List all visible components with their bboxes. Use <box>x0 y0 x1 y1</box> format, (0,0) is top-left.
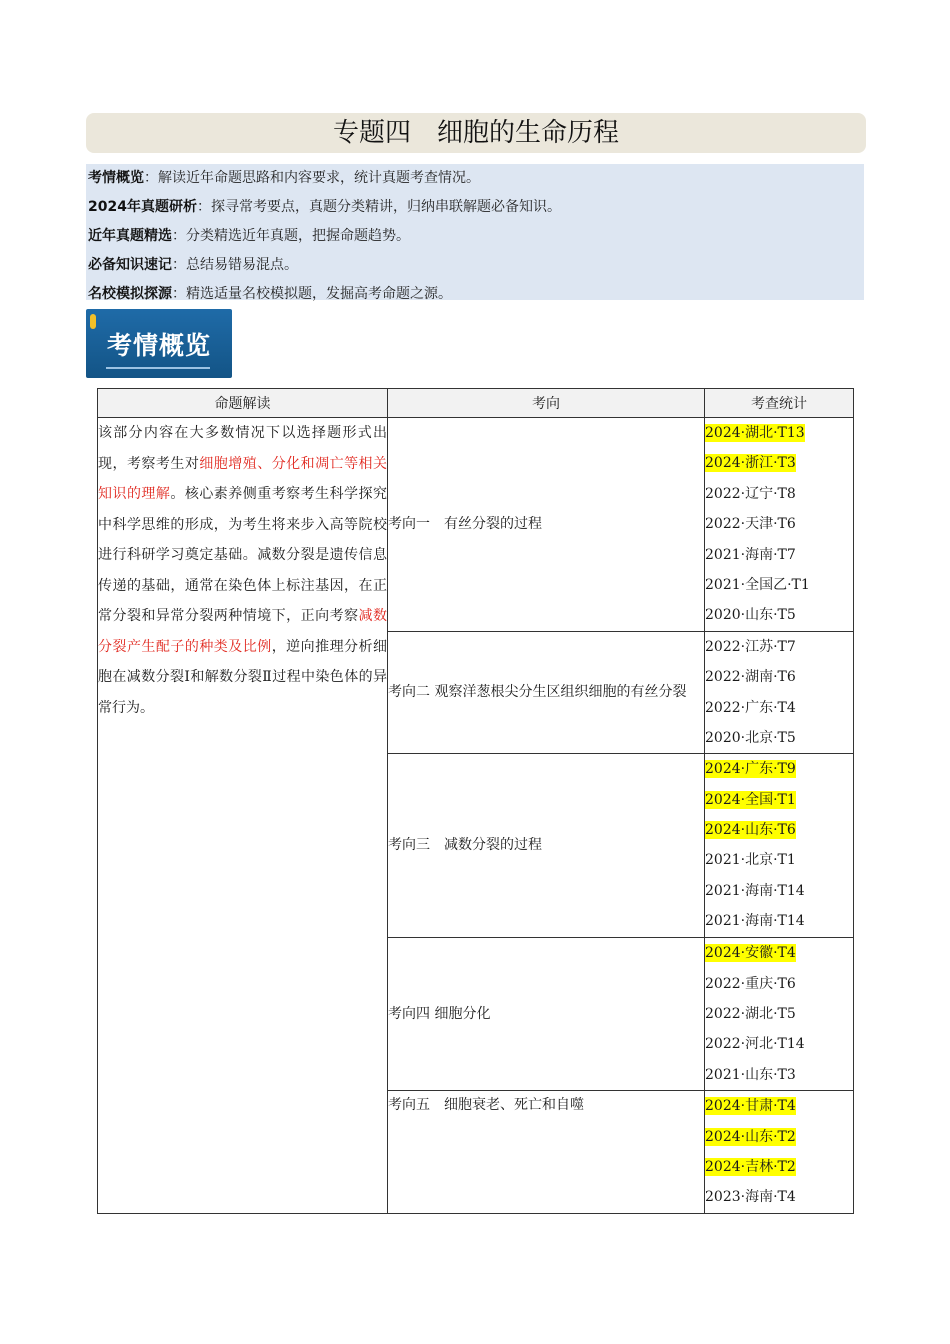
stat-item: 2022·天津·T6 <box>705 516 796 533</box>
intro-key: 2024年真题研析 <box>88 199 197 215</box>
stat-item: 2024·全国·T1 <box>705 791 796 808</box>
stat-item: 2021·北京·T1 <box>705 852 796 869</box>
stat-item: 2024·山东·T2 <box>705 1128 796 1145</box>
direction-cell: 考向五 细胞衰老、死亡和自噬 <box>388 1091 705 1214</box>
intro-line <box>86 222 864 251</box>
stat-item: 2021·海南·T14 <box>705 882 805 899</box>
interpretation-text: 。核心素养侧重考察考生科学探究中科学思维的形成，为考生将来步入高等院校进行科研学习奠定基础。减数分裂是遗传信息传递的基础，通常在染色体上标注基因，在正常分裂和异常分裂两种情境下，正向考察 <box>98 486 388 624</box>
intro-value: ：解读近年命题思路和内容要求，统计真题考查情况。 <box>144 170 480 186</box>
stats-cell <box>705 938 854 1091</box>
direction-cell: 考向三 减数分裂的过程 <box>388 754 705 938</box>
stat-item: 2021·山东·T3 <box>705 1066 796 1083</box>
intro-value: ：探寻常考要点，真题分类精讲，归纳串联解题必备知识。 <box>196 199 561 215</box>
interpretation-text: ，逆向推理分析细胞在减数分裂Ⅰ和解数分裂Ⅱ过程中染色体的异常行为。 <box>98 638 388 716</box>
column-header: 命题解读 <box>98 389 388 418</box>
stat-item: 2024·浙江·T3 <box>705 455 796 472</box>
table-row <box>98 418 854 632</box>
page-title: 专题四 细胞的生命历程 <box>86 113 866 153</box>
stat-item: 2022·广东·T4 <box>705 699 796 716</box>
stat-item: 2021·海南·T7 <box>705 546 796 563</box>
intro-line <box>86 164 864 193</box>
interpretation-emphasis: 细胞增殖、分化和凋亡等相关知识的理解 <box>98 455 388 502</box>
stat-item: 2024·湖北·T13 <box>705 425 805 441</box>
stat-item: 2022·湖北·T5 <box>705 1006 796 1023</box>
intro-key: 必备知识速记 <box>88 257 172 273</box>
stat-item: 2022·辽宁·T8 <box>705 485 796 502</box>
intro-value: ：分类精选近年真题，把握命题趋势。 <box>172 228 410 244</box>
stat-item: 2024·广东·T9 <box>705 761 796 778</box>
stat-item: 2021·全国乙·T1 <box>705 576 810 593</box>
intro-line <box>86 251 864 280</box>
exam-analysis-table <box>97 388 854 1214</box>
table-header-row <box>98 389 854 418</box>
section-badge <box>86 309 232 378</box>
intro-key: 考情概览 <box>88 170 144 186</box>
interpretation-text: 该部分内容在大多数情况下以选择题形式出现，考察考生对 <box>98 425 387 472</box>
intro-line <box>86 280 864 309</box>
intro-panel <box>86 164 864 300</box>
stat-item: 2024·安徽·T4 <box>705 945 796 962</box>
stat-item: 2024·山东·T6 <box>705 822 796 839</box>
intro-value: ：总结易错易混点。 <box>172 257 298 273</box>
stats-cell <box>705 754 854 938</box>
stat-item: 2022·重庆·T6 <box>705 975 796 992</box>
intro-line <box>86 193 864 222</box>
direction-cell: 考向一 有丝分裂的过程 <box>388 418 705 632</box>
stats-cell <box>705 1091 854 1214</box>
column-header: 考向 <box>388 389 705 418</box>
direction-cell: 考向四 细胞分化 <box>388 938 705 1091</box>
section-badge-label: 考情概览 <box>106 331 211 360</box>
intro-key: 名校模拟探源 <box>88 286 172 302</box>
stat-item: 2022·河北·T14 <box>705 1036 805 1053</box>
stat-item: 2024·吉林·T2 <box>705 1159 796 1176</box>
direction-cell: 考向二 观察洋葱根尖分生区组织细胞的有丝分裂 <box>388 631 705 754</box>
stat-item: 2022·江苏·T7 <box>705 638 796 655</box>
interpretation-cell <box>98 418 388 1214</box>
intro-value: ：精选适量名校模拟题，发掘高考命题之源。 <box>172 286 452 302</box>
stat-item: 2020·北京·T5 <box>705 729 796 746</box>
badge-underline <box>106 367 210 369</box>
column-header: 考查统计 <box>705 389 854 418</box>
interpretation-emphasis: 减数分裂产生配子的种类及比例 <box>98 608 388 655</box>
stat-item: 2021·海南·T14 <box>705 913 805 930</box>
stats-cell <box>705 418 854 632</box>
stat-item: 2020·山东·T5 <box>705 607 796 624</box>
stats-cell <box>705 631 854 754</box>
stat-item: 2022·湖南·T6 <box>705 669 796 686</box>
stat-item: 2023·海南·T4 <box>705 1189 796 1206</box>
intro-key: 近年真题精选 <box>88 228 172 244</box>
stat-item: 2024·甘肃·T4 <box>705 1098 796 1115</box>
